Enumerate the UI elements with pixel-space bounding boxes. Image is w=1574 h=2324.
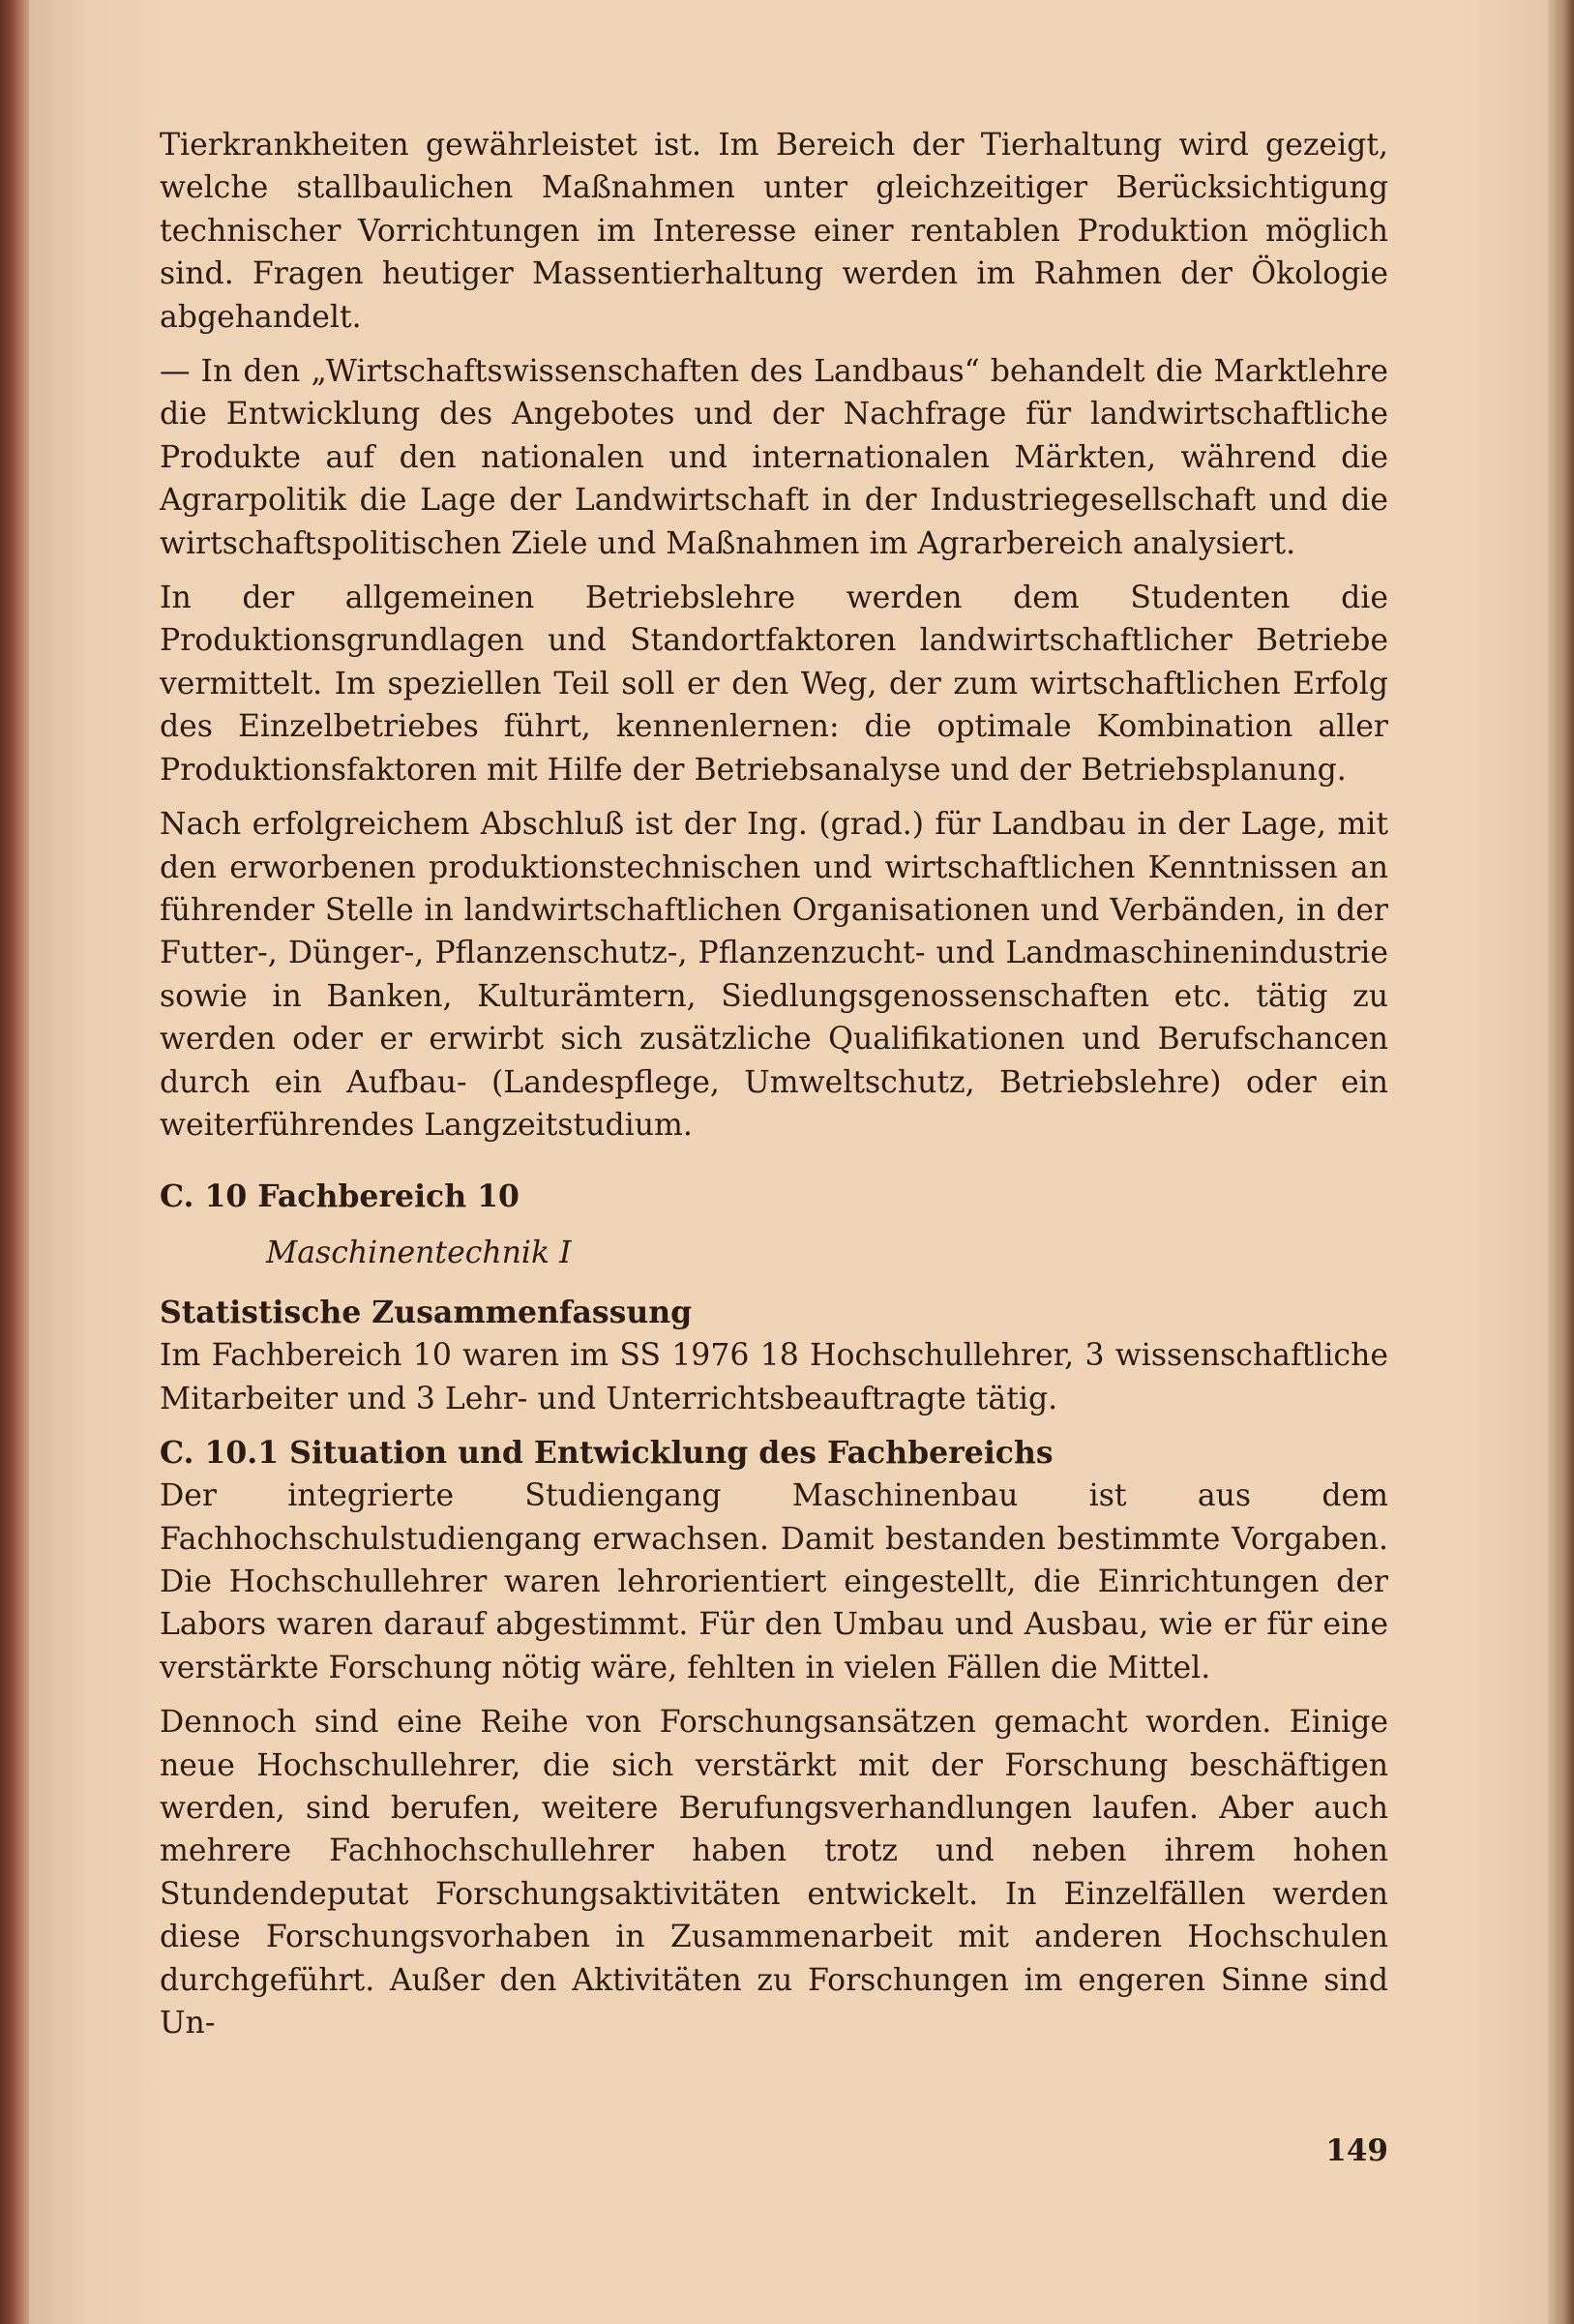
section-heading: C. 10.1 Situation und Entwicklung des Fachbereichs [160,1435,1054,1472]
chapter-subtitle: Maschinentechnik I [266,1236,572,1271]
paragraph-betriebslehre: In der allgemeinen Betriebslehre werden dem Studenten die Produktionsgrundlagen und Standortfaktoren landwirtschaftlicher Betriebe vermittelt. Im speziellen Teil soll er den Weg, der zum wirtschaftlichen Erfolg des Einzelbetriebes führt, kennenlernen: die optimale Kombination aller Produktionsfaktoren mit Hilfe der Betriebsanalyse und der Betriebsplanung. [160,581,1388,788]
paragraph-abschluss: Nach erfolgreichem Abschluß ist der Ing. (grad.) für Landbau in der Lage, mit den erworbenen produktionstechnischen und wirtschaftlichen Kenntnissen an führender Stelle in landwirtschaftlichen Organisationen und Verbänden, in der Futter-, Dünger-, Pflanzenschutz-, Pflanzenzucht- und Landmaschinenindustrie sowie in Banken, Kulturämtern, Siedlungsgenossenschaften etc. tätig zu werden oder er erwirbt sich zusätzliche Qualifikationen und Berufschancen durch ein Aufbau- (Landespflege, Umweltschutz, Betriebslehre) oder ein weiterführendes Langzeitstudium. [160,807,1388,1143]
chapter-heading: C. 10 Fachbereich 10 [160,1178,520,1215]
paragraph-forschung: Dennoch sind eine Reihe von Forschungsansätzen gemacht worden. Einige neue Hochschullehrer, die sich verstärkt mit der Forschung beschäftigen werden, sind berufen, weitere Berufungsverhandlungen laufen. Aber auch mehrere Fachhochschullehrer haben trotz und neben ihrem hohen Stundendeputat Forschungsaktivitäten entwickelt. In Einzelfällen werden diese Forschungsvorhaben in Zusammenarbeit mit anderen Hochschulen durchgeführt. Außer den Aktivitäten zu Forschungen im engeren Sinne sind Un- [160,1705,1388,2041]
paragraph-tierhaltung: Tierkrankheiten gewährleistet ist. Im Bereich der Tierhaltung wird gezeigt, welche stallbaulichen Maßnahmen unter gleichzeitiger Berücksichtigung technischer Vorrichtungen im Interesse einer rentablen Produktion möglich sind. Fragen heutiger Massentierhaltung werden im Rahmen der Ökologie abgehandelt. [160,128,1388,335]
page-content [160,124,1388,2056]
page-number: 149 [1325,2133,1388,2168]
paragraph-situation: Der integrierte Studiengang Maschinenbau ist aus dem Fachhochschulstudiengang erwachsen. Damit bestanden bestimmte Vorgaben. Die Hochschullehrer waren lehrorientiert eingestellt, die Einrichtungen der Labors waren darauf abgestimmt. Für den Umbau und Ausbau, wie er für eine verstärkte Forschung nötig wäre, fehlten in vielen Fällen die Mittel. [160,1478,1388,1685]
paragraph-wirtschaftswissenschaften: — In den „Wirtschaftswissenschaften des Landbaus“ behandelt die Marktlehre die Entwicklung des Angebotes und der Nachfrage für landwirtschaftliche Produkte auf den nationalen und internationalen Märkten, während die Agrarpolitik die Lage der Landwirtschaft in der Industriegesellschaft und die wirtschaftspolitischen Ziele und Maßnahmen im Agrarbereich analysiert. [160,354,1388,561]
statistics-paragraph: Im Fachbereich 10 waren im SS 1976 18 Hochschullehrer, 3 wissenschaftliche Mitarbeiter und 3 Lehr- und Unterrichtsbeauftragte tätig. [160,1338,1388,1416]
page-right-edge [1548,0,1574,2324]
statistics-heading: Statistische Zusammenfassung [160,1295,693,1331]
